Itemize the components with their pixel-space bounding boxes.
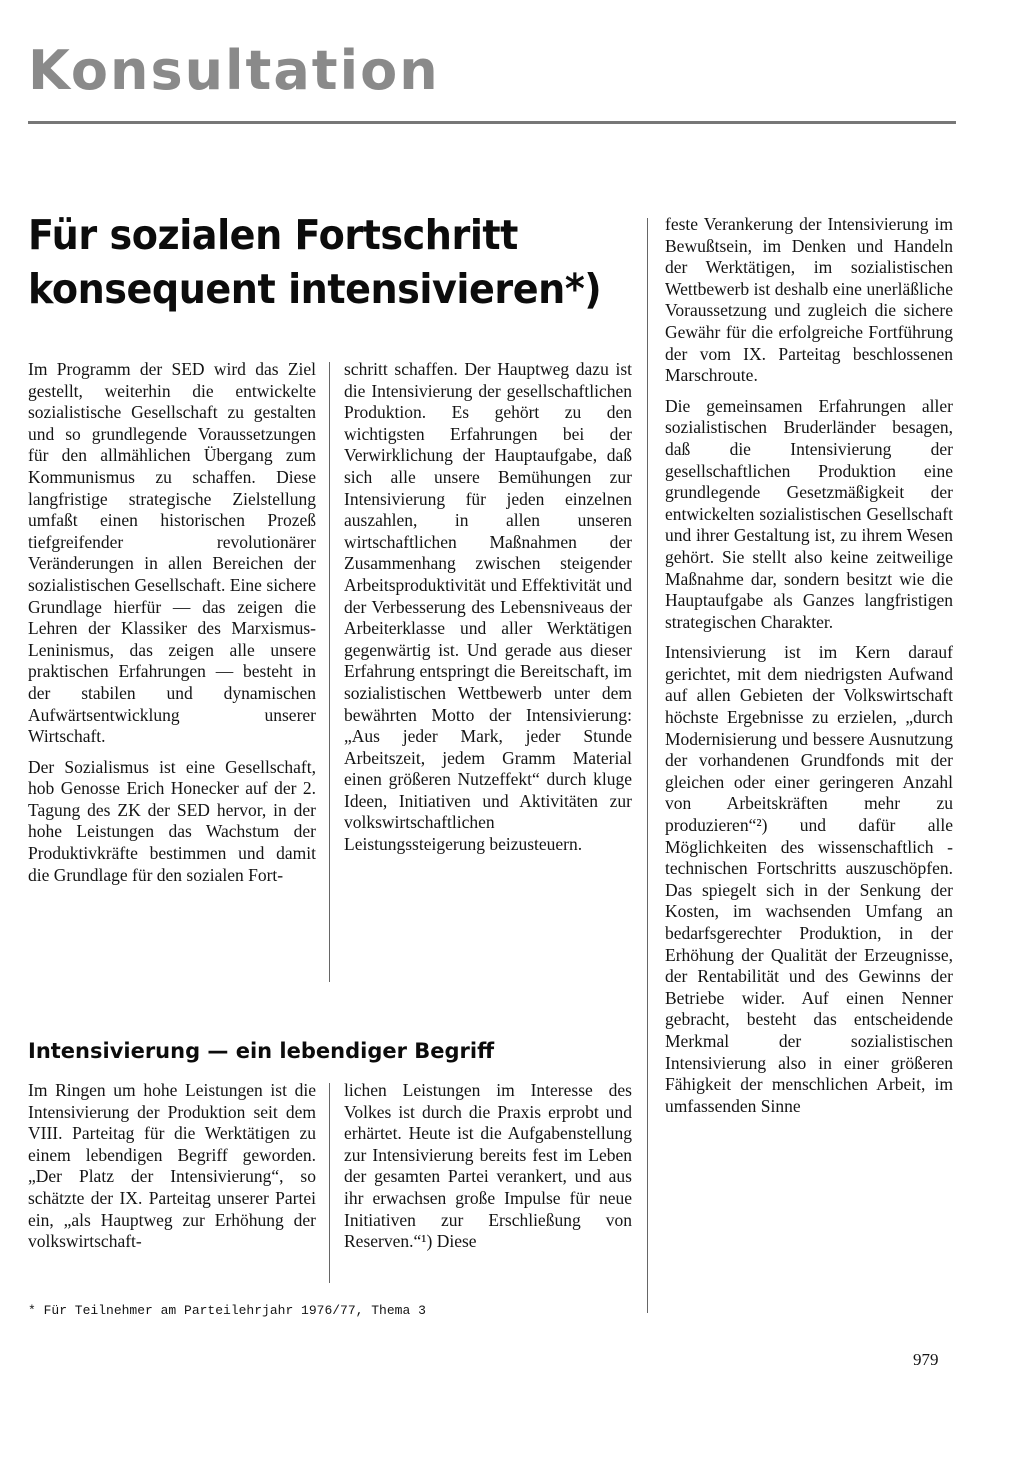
column-3 xyxy=(665,214,953,1126)
page-number: 979 xyxy=(913,1350,939,1369)
paragraph: feste Verankerung der Intensivierung im Bewußtsein, im Denken und Handeln der Werktätigen, im sozialistischen Wettbewerb ist deshalb eine unerläßliche Voraussetzung und zugleich die sichere Gewähr für die erfolgreiche Fortführung der vom IX. Parteitag beschlossenen Marschroute. xyxy=(665,214,953,386)
header-rule xyxy=(28,121,956,124)
column-divider xyxy=(647,218,648,1313)
column-2b xyxy=(344,1080,632,1262)
paragraph: Die gemeinsamen Erfahrungen aller sozialistischen Bruderländer besagen, daß die Intensivierung der gesellschaftlichen Produktion eine grundlegende Gesetzmäßigkeit der entwickelten sozialistischen Gesellschaft und ihrer Gestaltung ist, zu ihrem Wesen gehört. Sie stellt also keine zeitweilige Maßnahme dar, sondern besitzt wie die Hauptaufgabe als Ganzes langfristigen strategischen Charakter. xyxy=(665,395,953,632)
column-2 xyxy=(344,359,632,865)
subheading: Intensivierung — ein lebendiger Begriff xyxy=(28,1039,495,1063)
paragraph: Im Programm der SED wird das Ziel gestellt, weiterhin die entwickelte sozialistische Gesellschaft zu gestalten und so grundlegende Voraussetzungen für den allmählichen Übergang zum Kommunismus zu schaffen. Diese langfristige strategische Zielstellung umfaßt einen historischen Prozeß tiefgreifender revolutionärer Veränderungen in allen Bereichen der sozialistischen Gesellschaft. Eine sichere Grundlage hierfür — das zeigen die Lehren der Klassiker des Marxismus-Leninismus, das zeigen alle unsere praktischen Erfahrungen — besteht in der stabilen und dynamischen Aufwärtsentwicklung unserer Wirtschaft. xyxy=(28,359,316,747)
paragraph: Im Ringen um hohe Leistungen ist die Intensivierung der Produktion seit dem VIII. Parteitag für die Werktätigen zu einem lebendigen Begriff geworden. „Der Platz der Intensivierung“, so schätzte der IX. Parteitag unserer Partei ein, „als Hauptweg zur Erhöhung der volkswirtschaft- xyxy=(28,1080,316,1252)
article-title-line-2: konsequent intensivieren*) xyxy=(28,265,602,313)
column-1 xyxy=(28,359,316,895)
section-label: Konsultation xyxy=(28,39,440,102)
paragraph: Der Sozialismus ist eine Gesellschaft, hob Genosse Erich Honecker auf der 2. Tagung des ZK der SED hervor, in der hohe Leistungen das Wachstum der Produktivkräfte bestimmen und damit die Grundlage für den sozialen Fort- xyxy=(28,756,316,885)
paragraph: Intensivierung ist im Kern darauf gerichtet, mit dem niedrigsten Aufwand auf allen Gebieten der Volkswirtschaft höchste Ergebnisse zu erzielen, „durch Modernisierung und bessere Ausnutzung der vorhandenen Grundfonds mit der gleichen oder einer geringeren Anzahl von Arbeitskräften mehr zu produzieren“²) und dafür alle Möglichkeiten des wissenschaftlich - technischen Fortschritts auszuschöpfen. Das spiegelt sich in der Senkung der Kosten, im wachsenden Umfang an bedarfsgerechter Produktion, in der Erhöhung der Qualität der Erzeugnisse, der Rentabilität und des Gewinns der Betriebe wider. Auf einen Nenner gebracht, besteht das entscheidende Merkmal der sozialistischen Intensivierung also in einer größeren Fähigkeit der menschlichen Arbeit, im umfassenden Sinne xyxy=(665,642,953,1116)
paragraph: lichen Leistungen im Interesse des Volkes ist durch die Praxis erprobt und erhärtet. Heute ist die Aufgabenstellung zur Intensivierung bereits fest im Leben der gesamten Partei verankert, und aus ihr erwachsen große Impulse für neue Initiativen zur Erschließung von Reserven.“¹) Diese xyxy=(344,1080,632,1252)
article-title-line-1: Für sozialen Fortschritt xyxy=(28,211,518,259)
paragraph: schritt schaffen. Der Hauptweg dazu ist die Intensivierung der gesellschaftlichen Produktion. Es gehört zu den wichtigsten Erfahrungen bei der Verwirklichung der Hauptaufgabe, daß sich alle unsere Bemühungen zur Intensivierung für jeden einzelnen auszahlen, in allen unseren wirtschaftlichen Maßnahmen der Zusammenhang zwischen steigender Arbeitsproduktivität und Effektivität und der Verbesserung des Lebensniveaus der Arbeiterklasse und aller Werktätigen gegenwärtig ist. Und gerade aus dieser Erfahrung entspringt die Bereitschaft, im sozialistischen Wettbewerb unter dem bewährten Motto der Intensivierung: „Aus jeder Mark, jeder Stunde Arbeitszeit, jedem Gramm Material einen größeren Nutzeffekt“ durch kluge Ideen, Initiativen und Aktivitäten zur volkswirtschaftlichen Leistungssteigerung beizusteuern. xyxy=(344,359,632,855)
column-divider xyxy=(329,1083,330,1283)
article-title xyxy=(28,208,623,316)
footnote: * Für Teilnehmer am Parteilehrjahr 1976/77, Thema 3 xyxy=(28,1303,426,1318)
column-divider xyxy=(329,362,330,982)
column-1b xyxy=(28,1080,316,1262)
